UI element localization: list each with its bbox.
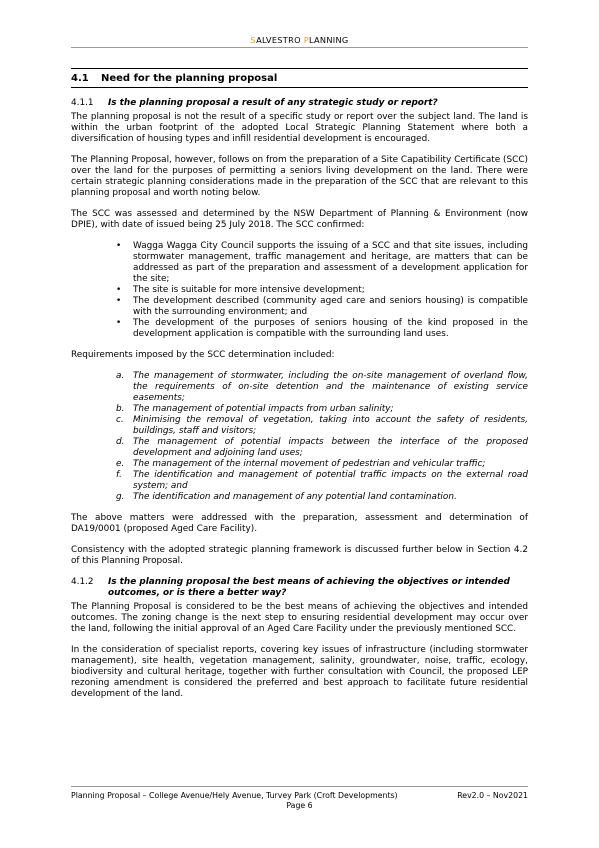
header-brand-part-2: LANNING (308, 35, 349, 45)
subsection-number: 4.1.2 (71, 577, 94, 587)
list-letter: g. (116, 492, 125, 502)
list-text: The management of potential impacts between the interface of the proposed development and adjoining land uses; (133, 437, 528, 458)
list-item (116, 459, 528, 470)
list-letter: b. (116, 404, 125, 414)
paragraph: In the consideration of specialist reports, covering key issues of infrastructure (including stormwater management), site health, vegetation management, salinity, groundwater, noise, traffic, ecology, biodiversity and cultural heritage, together with further consultation with Council, the proposed LEP rezoning amendment is considered the preferred and best approach to facilitate future residential development of the land. (71, 645, 528, 699)
footer-document-title: Planning Proposal – College Avenue/Hely Avenue, Turvey Park (Croft Developments) (71, 791, 398, 800)
list-item: • The site is suitable for more intensive development; (133, 285, 528, 296)
subsection-heading-1 (71, 98, 528, 109)
header-brand-initial-p: P (303, 35, 309, 45)
section-title: Need for the planning proposal (101, 73, 278, 84)
paragraph: The SCC was assessed and determined by the NSW Department of Planning & Environment (now DPIE), with date of issued being 25 July 2018. The SCC confirmed: (71, 209, 528, 230)
page-number: Page 6 (286, 801, 313, 810)
list-letter: e. (116, 459, 125, 469)
header-brand-initial-s: S (250, 35, 257, 45)
paragraph: Requirements imposed by the SCC determination included: (71, 350, 335, 360)
page-content (71, 68, 528, 710)
list-letter: d. (116, 437, 125, 447)
section-number: 4.1 (71, 73, 89, 84)
paragraph: The above matters were addressed with the preparation, assessment and determination of DA19/0001 (proposed Aged Care Facility). (71, 513, 528, 534)
list-letter: f. (116, 470, 122, 480)
subsection-number: 4.1.1 (71, 98, 94, 108)
subsection-heading-2 (71, 577, 528, 599)
list-text: Minimising the removal of vegetation, taking into account the safety of residents, buildings, staff and visitors; (133, 415, 528, 436)
header-divider (71, 47, 528, 48)
list-item (116, 492, 528, 503)
list-item (116, 437, 528, 459)
list-item (116, 371, 528, 404)
list-text: The identification and management of any potential land contamination. (133, 492, 457, 502)
list-text: The management of potential impacts from urban salinity; (133, 404, 394, 414)
subsection-title: Is the planning proposal a result of any strategic study or report? (108, 98, 438, 108)
requirements-list (71, 371, 528, 503)
page-header (0, 35, 599, 45)
list-item (116, 470, 528, 492)
section-heading (71, 68, 528, 88)
paragraph: The Planning Proposal, however, follows on from the preparation of a Site Capatibility Certificate (SCC) over the land for the purposes of permitting a seniors living development on the land. There were certain strategic planning considerations made in the preparation of the SCC that are relevant to this planning proposal and worth noting below. (71, 155, 528, 198)
list-item: • The development of the purposes of seniors housing of the kind proposed in the development application is compatible with the surrounding land uses. (133, 318, 528, 340)
list-letter: a. (116, 371, 125, 381)
list-item (116, 415, 528, 437)
paragraph: Consistency with the adopted strategic planning framework is discussed further below in Section 4.2 of this Planning Proposal. (71, 545, 528, 566)
list-item (116, 404, 528, 415)
paragraph: The Planning Proposal is considered to be the best means of achieving the objectives and intended outcomes. The zoning change is the next step to ensuring residential development may occur over the land, following the initial approval of an Aged Care Facility under the previously mentioned SCC. (71, 602, 528, 634)
list-text: The management of the internal movement of pedestrian and vehicular traffic; (133, 459, 486, 469)
paragraph: The planning proposal is not the result of a specific study or report over the subject land. The land is within the urban footprint of the adopted Local Strategic Planning Statement where both a diversification of housing types and infill residential development is encouraged. (71, 112, 528, 144)
list-letter: c. (116, 415, 124, 425)
header-brand-part-1: ALVESTRO (256, 35, 304, 45)
list-item: • The development described (community aged care and seniors housing) is compatible with the surrounding environment; and (133, 296, 528, 318)
list-text: The management of stormwater, including the on-site management of overland flow, the requirements of on-site detention and the maintenance of existing service easements; (133, 371, 528, 403)
page-footer (71, 791, 528, 810)
scc-confirmation-list (71, 241, 528, 340)
list-item: • Wagga Wagga City Council supports the issuing of a SCC and that site issues, including stormwater management, traffic management and heritage, are matters that can be addressed as part of the preparation and assessment of a development application for the site; (133, 241, 528, 285)
subsection-title: Is the planning proposal the best means of achieving the objectives or intended outcomes, or is there a better way? (108, 577, 510, 598)
list-text: The identification and management of potential traffic impacts on the external road system; and (133, 470, 528, 491)
footer-divider (71, 786, 528, 787)
footer-revision: Rev2.0 – Nov2021 (457, 791, 528, 800)
